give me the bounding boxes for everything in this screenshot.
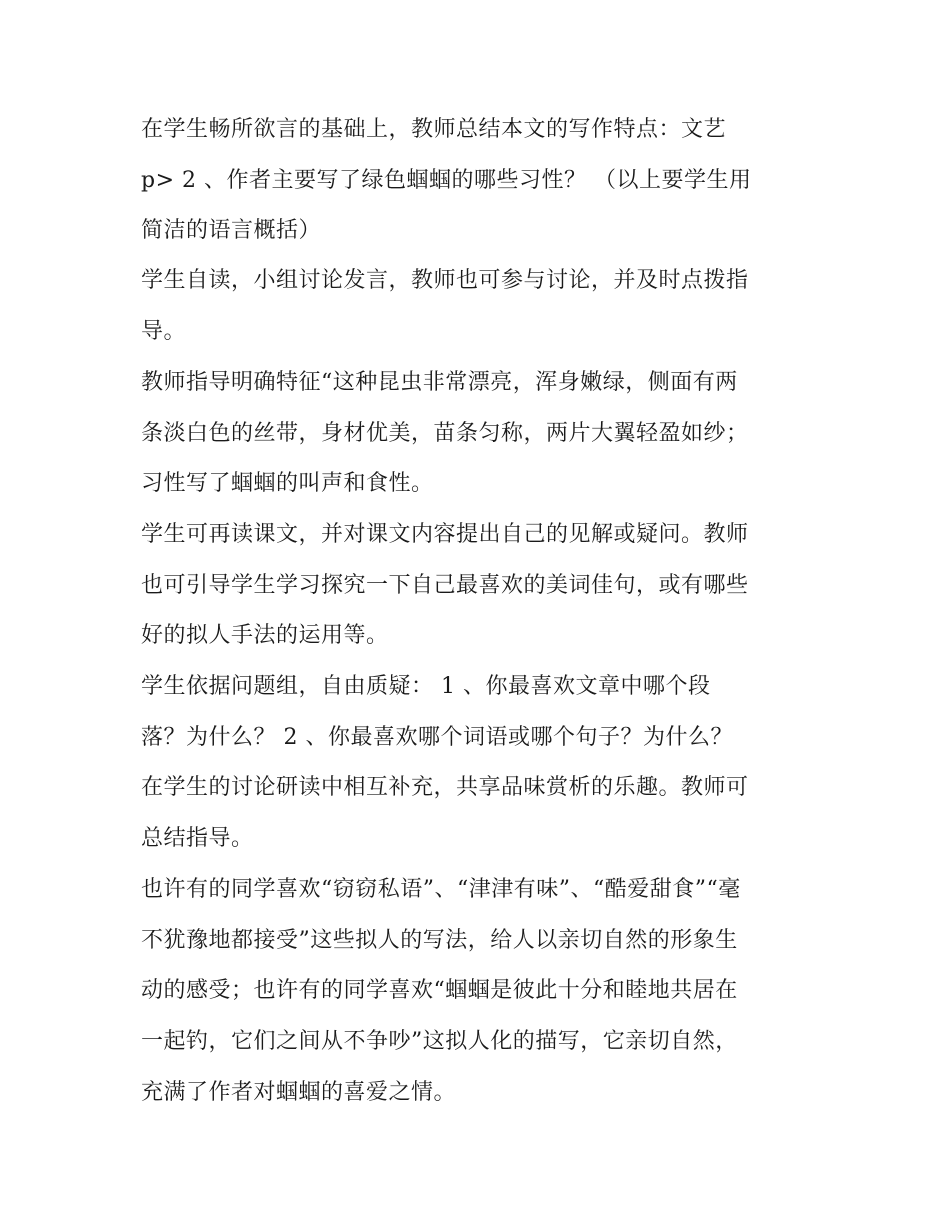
text-line: 不犹豫地都接受”这些拟人的写法，给人以亲切自然的形象生 bbox=[141, 928, 738, 953]
text-line: p> 2 、作者主要写了绿色蝈蝈的哪些习性？ （以上要学生用 bbox=[141, 168, 752, 193]
text-line: 动的感受；也许有的同学喜欢“蝈蝈是彼此十分和睦地共居在 bbox=[141, 978, 738, 1003]
text-line: 学生自读，小组讨论发言，教师也可参与讨论，并及时点拨指 bbox=[141, 268, 749, 293]
text-line: 落？为什么？ 2 、你最喜欢哪个词语或哪个句子？为什么？ bbox=[141, 725, 733, 750]
text-line: 习性写了蝈蝈的叫声和食性。 bbox=[141, 471, 434, 496]
text-line: 在学生畅所欲言的基础上，教师总结本文的写作特点：文艺 bbox=[141, 117, 727, 142]
text-line: 总结指导。 bbox=[141, 826, 254, 851]
text-line: 学生可再读课文，并对课文内容提出自己的见解或疑问。教师 bbox=[141, 522, 749, 547]
text-line: 条淡白色的丝带，身材优美，苗条匀称，两片大翼轻盈如纱； bbox=[141, 421, 749, 446]
text-line: 简洁的语言概括） bbox=[141, 218, 322, 243]
text-line: 也许有的同学喜欢“窃窃私语”、“津津有味”、“酷爱甜食”“毫 bbox=[141, 877, 741, 902]
text-line: 充满了作者对蝈蝈的喜爱之情。 bbox=[141, 1080, 457, 1105]
text-line: 在学生的讨论研读中相互补充，共享品味赏析的乐趣。教师可 bbox=[141, 775, 749, 800]
text-line: 教师指导明确特征“这种昆虫非常漂亮，浑身嫩绿，侧面有两 bbox=[141, 370, 738, 395]
text-line: 一起钓，它们之间从不争吵”这拟人化的描写，它亲切自然， bbox=[141, 1029, 738, 1054]
text-line: 好的拟人手法的运用等。 bbox=[141, 623, 389, 648]
text-line: 导。 bbox=[141, 319, 187, 344]
text-line: 学生依据问题组，自由质疑： 1 、你最喜欢文章中哪个段 bbox=[141, 674, 711, 699]
text-line: 也可引导学生学习探究一下自己最喜欢的美词佳句，或有哪些 bbox=[141, 573, 749, 598]
